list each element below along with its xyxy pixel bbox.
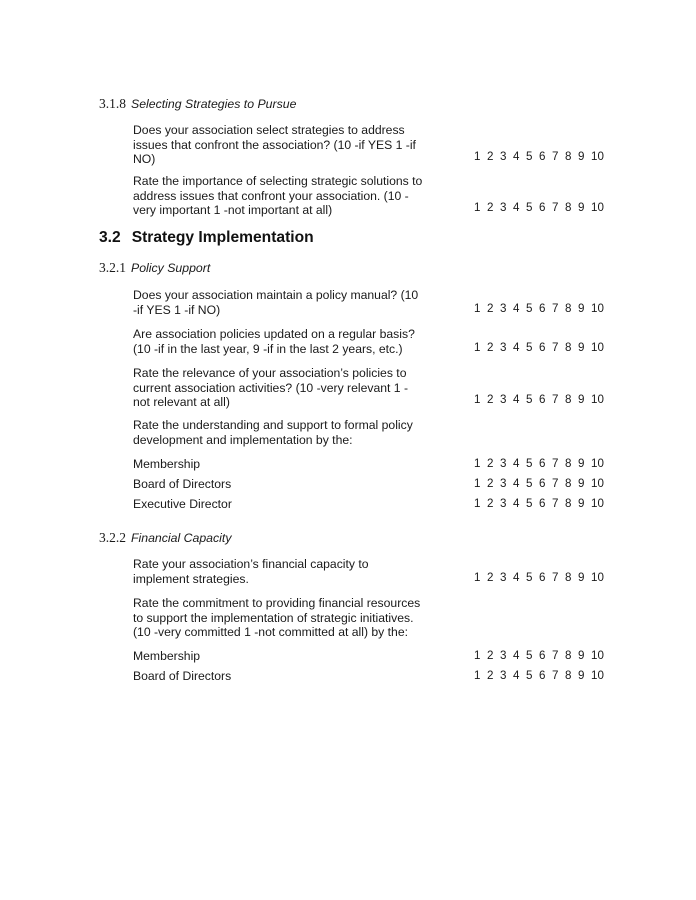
rating-option-6[interactable]: 6 [539, 341, 546, 354]
rating-option-4[interactable]: 4 [513, 477, 520, 490]
rating-option-10[interactable]: 10 [591, 393, 604, 406]
subsection-title: Selecting Strategies to Pursue [131, 97, 297, 111]
rating-option-7[interactable]: 7 [552, 150, 559, 163]
rating-option-7[interactable]: 7 [552, 477, 559, 490]
rating-option-1[interactable]: 1 [474, 201, 481, 214]
rating-option-8[interactable]: 8 [565, 477, 572, 490]
rating-option-7[interactable]: 7 [552, 497, 559, 510]
rating-option-9[interactable]: 9 [578, 649, 585, 662]
rating-option-1[interactable]: 1 [474, 341, 481, 354]
rating-option-6[interactable]: 6 [539, 150, 546, 163]
rating-option-6[interactable]: 6 [539, 302, 546, 315]
rating-option-3[interactable]: 3 [500, 302, 507, 315]
rating-option-9[interactable]: 9 [578, 201, 585, 214]
rating-option-1[interactable]: 1 [474, 393, 481, 406]
rating-option-10[interactable]: 10 [591, 150, 604, 163]
rating-option-3[interactable]: 3 [500, 150, 507, 163]
rating-option-4[interactable]: 4 [513, 341, 520, 354]
rating-option-4[interactable]: 4 [513, 669, 520, 682]
question-text-does-your-association-select-strategies: Does your association select strategies to address issues that confront the association? (10 -if YES 1 -if NO) [133, 123, 416, 167]
rating-option-5[interactable]: 5 [526, 649, 533, 662]
rating-option-9[interactable]: 9 [578, 669, 585, 682]
rating-scale-row[interactable] [474, 649, 604, 662]
subsection-title: Policy Support [131, 261, 211, 275]
rating-option-2[interactable]: 2 [487, 341, 494, 354]
rating-option-3[interactable]: 3 [500, 457, 507, 470]
subsection-heading-3-2-2 [99, 531, 231, 545]
question-text-does-your-association-maintain-a: Does your association maintain a policy manual? (10 -if YES 1 -if NO) [133, 288, 419, 317]
rating-option-2[interactable]: 2 [487, 571, 494, 584]
question-text-rate-your-associations-financial-capacity: Rate your association’s financial capacity to implement strategies. [133, 557, 369, 586]
rating-option-7[interactable]: 7 [552, 341, 559, 354]
rating-option-8[interactable]: 8 [565, 341, 572, 354]
rating-option-7[interactable]: 7 [552, 649, 559, 662]
rating-option-2[interactable]: 2 [487, 649, 494, 662]
section-title: Strategy Implementation [131, 229, 314, 246]
rating-option-1[interactable]: 1 [474, 669, 481, 682]
rating-option-2[interactable]: 2 [487, 302, 494, 315]
rating-option-2[interactable]: 2 [487, 669, 494, 682]
rating-option-10[interactable]: 10 [591, 457, 604, 470]
rating-option-4[interactable]: 4 [513, 457, 520, 470]
rating-option-8[interactable]: 8 [565, 669, 572, 682]
rating-option-7[interactable]: 7 [552, 571, 559, 584]
rating-option-5[interactable]: 5 [526, 669, 533, 682]
subsection-heading-3-2-1 [99, 261, 210, 275]
question-text-rate-the-relevance-of-your: Rate the relevance of your association’s policies to current association activities? (10 -very relevant 1 -not relevant at all) [133, 366, 409, 410]
rating-option-6[interactable]: 6 [539, 649, 546, 662]
rating-option-5[interactable]: 5 [526, 302, 533, 315]
rating-option-5[interactable]: 5 [526, 457, 533, 470]
rating-option-3[interactable]: 3 [500, 497, 507, 510]
question-text-membership: Membership [133, 457, 201, 471]
rating-option-2[interactable]: 2 [487, 497, 494, 510]
rating-option-5[interactable]: 5 [526, 341, 533, 354]
rating-option-9[interactable]: 9 [578, 477, 585, 490]
rating-option-2[interactable]: 2 [487, 150, 494, 163]
rating-scale-row[interactable] [474, 393, 604, 406]
rating-option-5[interactable]: 5 [526, 201, 533, 214]
rating-scale-row[interactable] [474, 341, 604, 354]
rating-option-9[interactable]: 9 [578, 302, 585, 315]
rating-option-9[interactable]: 9 [578, 457, 585, 470]
rating-option-10[interactable]: 10 [591, 649, 604, 662]
rating-option-4[interactable]: 4 [513, 201, 520, 214]
rating-option-4[interactable]: 4 [513, 571, 520, 584]
rating-option-6[interactable]: 6 [539, 393, 546, 406]
rating-option-10[interactable]: 10 [591, 341, 604, 354]
rating-option-8[interactable]: 8 [565, 571, 572, 584]
rating-option-9[interactable]: 9 [578, 393, 585, 406]
rating-option-5[interactable]: 5 [526, 477, 533, 490]
question-text-board-of-directors: Board of Directors [133, 669, 232, 683]
subsection-number: 3.2.2 [99, 530, 126, 545]
rating-option-10[interactable]: 10 [591, 497, 604, 510]
section-heading-3-2 [99, 229, 314, 247]
rating-option-6[interactable]: 6 [539, 201, 546, 214]
rating-option-8[interactable]: 8 [565, 150, 572, 163]
rating-option-6[interactable]: 6 [539, 457, 546, 470]
question-text-rate-the-commitment-to-providing: Rate the commitment to providing financial resources to support the implementation of strategic initiatives. (10 -very committed 1 -not committed at all) by the: [133, 596, 421, 640]
rating-option-4[interactable]: 4 [513, 150, 520, 163]
rating-option-9[interactable]: 9 [578, 341, 585, 354]
rating-scale-row[interactable] [474, 201, 604, 214]
rating-scale-row[interactable] [474, 497, 604, 510]
rating-option-4[interactable]: 4 [513, 393, 520, 406]
rating-option-6[interactable]: 6 [539, 497, 546, 510]
question-text-rate-the-understanding-and-support: Rate the understanding and support to formal policy development and implementation by the: [133, 418, 413, 447]
rating-scale-row[interactable] [474, 302, 604, 315]
rating-option-10[interactable]: 10 [591, 477, 604, 490]
rating-option-7[interactable]: 7 [552, 393, 559, 406]
rating-option-3[interactable]: 3 [500, 669, 507, 682]
rating-option-5[interactable]: 5 [526, 571, 533, 584]
rating-option-7[interactable]: 7 [552, 457, 559, 470]
question-text-are-association-policies-updated-on: Are association policies updated on a regular basis? (10 -if in the last year, 9 -if in the last 2 years, etc.) [133, 327, 415, 356]
rating-option-9[interactable]: 9 [578, 497, 585, 510]
rating-option-9[interactable]: 9 [578, 571, 585, 584]
rating-option-5[interactable]: 5 [526, 150, 533, 163]
rating-option-8[interactable]: 8 [565, 497, 572, 510]
rating-option-4[interactable]: 4 [513, 497, 520, 510]
question-text-executive-director: Executive Director [133, 497, 232, 511]
rating-option-8[interactable]: 8 [565, 649, 572, 662]
rating-option-7[interactable]: 7 [552, 201, 559, 214]
section-number: 3.2 [99, 229, 121, 246]
rating-option-10[interactable]: 10 [591, 571, 604, 584]
rating-option-6[interactable]: 6 [539, 669, 546, 682]
rating-option-2[interactable]: 2 [487, 201, 494, 214]
rating-option-5[interactable]: 5 [526, 497, 533, 510]
rating-option-3[interactable]: 3 [500, 201, 507, 214]
rating-option-2[interactable]: 2 [487, 393, 494, 406]
rating-option-1[interactable]: 1 [474, 457, 481, 470]
rating-option-8[interactable]: 8 [565, 457, 572, 470]
rating-option-1[interactable]: 1 [474, 477, 481, 490]
question-text-board-of-directors: Board of Directors [133, 477, 232, 491]
rating-option-3[interactable]: 3 [500, 477, 507, 490]
rating-option-2[interactable]: 2 [487, 477, 494, 490]
rating-option-10[interactable]: 10 [591, 669, 604, 682]
rating-option-4[interactable]: 4 [513, 302, 520, 315]
rating-scale-row[interactable] [474, 477, 604, 490]
rating-option-8[interactable]: 8 [565, 302, 572, 315]
rating-option-1[interactable]: 1 [474, 649, 481, 662]
rating-option-7[interactable]: 7 [552, 669, 559, 682]
rating-scale-row[interactable] [474, 457, 604, 470]
subsection-heading-3-1-8 [99, 97, 296, 111]
rating-option-3[interactable]: 3 [500, 393, 507, 406]
rating-option-7[interactable]: 7 [552, 302, 559, 315]
rating-scale-row[interactable] [474, 571, 604, 584]
rating-option-2[interactable]: 2 [487, 457, 494, 470]
subsection-title: Financial Capacity [131, 531, 232, 545]
rating-option-1[interactable]: 1 [474, 150, 481, 163]
rating-option-3[interactable]: 3 [500, 649, 507, 662]
rating-option-1[interactable]: 1 [474, 497, 481, 510]
rating-option-8[interactable]: 8 [565, 393, 572, 406]
rating-option-6[interactable]: 6 [539, 477, 546, 490]
rating-option-3[interactable]: 3 [500, 341, 507, 354]
rating-option-5[interactable]: 5 [526, 393, 533, 406]
question-text-rate-the-importance-of-selecting: Rate the importance of selecting strategic solutions to address issues that confront your association. (10 -very important 1 -not important at all) [133, 174, 423, 218]
subsection-number: 3.2.1 [99, 260, 126, 275]
rating-option-3[interactable]: 3 [500, 571, 507, 584]
rating-option-8[interactable]: 8 [565, 201, 572, 214]
rating-option-4[interactable]: 4 [513, 649, 520, 662]
rating-scale-row[interactable] [474, 669, 604, 682]
question-text-membership: Membership [133, 649, 201, 663]
rating-scale-row[interactable] [474, 150, 604, 163]
rating-option-10[interactable]: 10 [591, 302, 604, 315]
rating-option-1[interactable]: 1 [474, 302, 481, 315]
rating-option-1[interactable]: 1 [474, 571, 481, 584]
rating-option-9[interactable]: 9 [578, 150, 585, 163]
subsection-number: 3.1.8 [99, 96, 126, 111]
rating-option-10[interactable]: 10 [591, 201, 604, 214]
rating-option-6[interactable]: 6 [539, 571, 546, 584]
